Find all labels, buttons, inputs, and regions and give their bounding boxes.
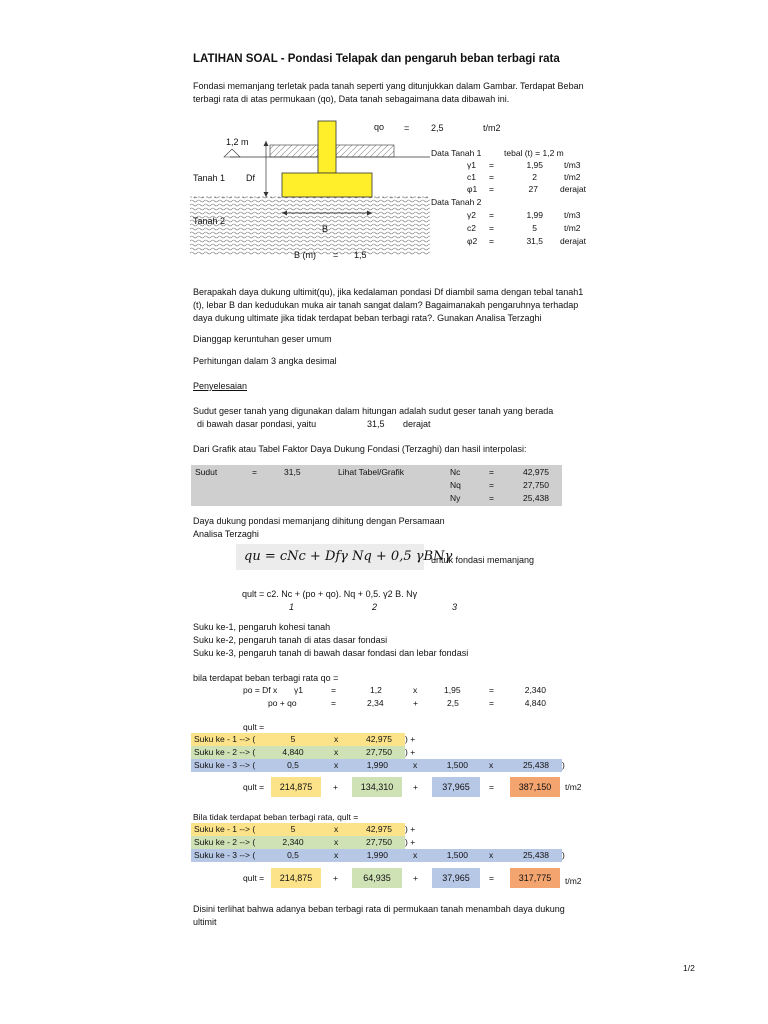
calc2-row1-end: ) + <box>405 824 416 834</box>
calc1-row3-c: 1,500 <box>446 760 468 770</box>
po-times: x <box>413 685 418 695</box>
calc1-term2-box: 134,310 <box>352 777 402 797</box>
soil1-c-value: 2 <box>532 172 537 182</box>
soil2-gamma-unit: t/m3 <box>564 210 581 220</box>
term-number-2: 2 <box>372 602 378 612</box>
footing-base <box>282 173 372 197</box>
calc2-row3-label: Suku ke - 3 --> ( <box>194 850 256 860</box>
calc1-term1-box: 214,875 <box>271 777 321 797</box>
calc1-plus1: + <box>333 782 338 792</box>
soil2-phi-value: 31,5 <box>526 236 543 246</box>
page-number: 1/2 <box>683 963 695 973</box>
soil1-phi-eq: = <box>489 184 494 194</box>
factor-angle-value: 31,5 <box>284 467 301 477</box>
surface-load-left <box>270 145 318 157</box>
calc2-row2-a: 2,340 <box>282 837 304 847</box>
term-number-3: 3 <box>452 602 458 612</box>
intro-line-1: Fondasi memanjang terletak pada tanah seperti yang ditunjukkan dalam Gambar. Terdapat Beban <box>193 81 584 91</box>
table-intro: Dari Grafik atau Tabel Faktor Daya Dukung Fondasi (Terzaghi) dan hasil interpolasi: <box>193 444 527 454</box>
calc2-row1-b: 42,975 <box>366 824 392 834</box>
calc1-unit: t/m2 <box>565 782 582 792</box>
calc1-row3-b: 1,990 <box>366 760 388 770</box>
calc1-result-label: qult = <box>243 782 265 792</box>
factor-nc-eq: = <box>489 467 494 477</box>
soil-layer-2 <box>190 197 430 255</box>
calc2-row3-c: 1,500 <box>446 850 468 860</box>
load-case-heading: bila terdapat beban terbagi rata qo = <box>193 673 339 683</box>
po-df: 1,2 <box>370 685 382 695</box>
tanah1-label: Tanah 1 <box>193 173 226 183</box>
page-title: LATIHAN SOAL - Pondasi Telapak dan pengaruh beban terbagi rata <box>193 53 560 65</box>
po-eq: = <box>331 685 336 695</box>
calc1-row1-x: x <box>334 734 339 744</box>
qult-expression: qult = c2. Nc + (po + qo). Nq + 0,5. γ2 B. Nγ <box>242 589 418 599</box>
factor-ny-name: Ny <box>450 493 461 503</box>
qo-label: qo <box>374 122 385 132</box>
b-equation-equals: = <box>333 250 339 260</box>
terzaghi-formula: qu = cNc + Dfγ Nq + 0,5 γBNγ <box>244 549 453 564</box>
soil2-c-unit: t/m2 <box>564 223 581 233</box>
soil2-phi-eq: = <box>489 236 494 246</box>
calc1-term3-box: 37,965 <box>432 777 480 797</box>
calc1-row2-a: 4,840 <box>282 747 304 757</box>
calc1-row3-a: 0,5 <box>287 760 299 770</box>
calc1-row3-end: ) <box>562 760 565 770</box>
question-line-2: (t), lebar B dan kedudukan muka air tanah sangat dalam? Bagaimanakah pengaruhnya terhadap <box>193 300 579 310</box>
calc2-row2-x: x <box>334 837 339 847</box>
soil1-c-sym: c1 <box>467 172 476 182</box>
data-tanah-2-title: Data Tanah 2 <box>431 197 482 207</box>
friction-line-2: di bawah dasar pondasi, yaitu <box>197 419 317 429</box>
factor-angle-label: Sudut <box>195 467 218 477</box>
tanah2-label: Tanah 2 <box>193 216 226 226</box>
calc2-row3-x: x <box>334 850 339 860</box>
calc2-row3-b: 1,990 <box>366 850 388 860</box>
soil2-gamma-eq: = <box>489 210 494 220</box>
assumption-text: Dianggap keruntuhan geser umum <box>193 334 332 344</box>
friction-value: 31,5 <box>367 419 385 429</box>
calc2-heading: Bila tidak terdapat beban terbagi rata, qult = <box>193 812 359 822</box>
calc1-row2-x: x <box>334 747 339 757</box>
calc2-row2-b: 27,750 <box>366 837 392 847</box>
qo-value: 2,5 <box>431 123 444 133</box>
calc1-row3-x: x <box>334 760 339 770</box>
calc2-term1-box: 214,875 <box>271 868 321 888</box>
po-qo-result: 4,840 <box>524 698 546 708</box>
soil2-c-value: 5 <box>532 223 537 233</box>
po-qo-qo: 2,5 <box>447 698 459 708</box>
b-equation-label: B (m) <box>294 250 316 260</box>
question-line-3: daya dukung ultimate jika tidak terdapat beban terbagi rata?. Gunakan Analisa Terzaghi <box>193 313 542 323</box>
soil1-c-eq: = <box>489 172 494 182</box>
question-line-1: Berapakah daya dukung ultimit(qu), jika kedalaman pondasi Df diambil sama dengan tebal tanah1 <box>193 287 584 297</box>
width-label: B <box>322 224 329 234</box>
calc2-row1-x: x <box>334 824 339 834</box>
soil1-phi-unit: derajat <box>560 184 586 194</box>
po-qo-po: 2,34 <box>367 698 384 708</box>
soil2-c-eq: = <box>489 223 494 233</box>
calc1-row1-b: 42,975 <box>366 734 392 744</box>
calc1-row1-end: ) + <box>405 734 416 744</box>
capacity-line-2: Analisa Terzaghi <box>193 529 259 539</box>
calc2-term3-box: 37,965 <box>432 868 480 888</box>
data-tanah-1-title: Data Tanah 1 <box>431 148 482 158</box>
po-gamma: γ1 <box>294 685 303 695</box>
term-description-1: Suku ke-1, pengaruh kohesi tanah <box>193 622 331 632</box>
calc1-row1-label: Suku ke - 1 --> ( <box>194 734 256 744</box>
qo-equals: = <box>404 123 410 133</box>
calc2-plus1: + <box>333 873 338 883</box>
footing-column <box>318 121 336 173</box>
friction-line-1: Sudut geser tanah yang digunakan dalam hitungan adalah sudut geser tanah yang berada <box>193 406 554 416</box>
conclusion-line-1: Disini terlihat bahwa adanya beban terbagi rata di permukaan tanah menambah daya dukung <box>193 904 565 914</box>
po-unit-weight: 1,95 <box>444 685 461 695</box>
factor-nq-eq: = <box>489 480 494 490</box>
capacity-line-1: Daya dukung pondasi memanjang dihitung dengan Persamaan <box>193 516 445 526</box>
calc2-row3-x3: x <box>489 850 494 860</box>
soil1-gamma-unit: t/m3 <box>564 160 581 170</box>
factor-nc-name: Nc <box>450 467 461 477</box>
term-description-3: Suku ke-3, pengaruh tanah di bawah dasar fondasi dan lebar fondasi <box>193 648 469 658</box>
factor-nq-name: Nq <box>450 480 461 490</box>
factor-ny-value: 25,438 <box>523 493 549 503</box>
calc2-row3-a: 0,5 <box>287 850 299 860</box>
factor-lookup-label: Lihat Tabel/Grafik <box>338 467 404 477</box>
soil2-phi-unit: derajat <box>560 236 586 246</box>
factor-nc-value: 42,975 <box>523 467 549 477</box>
calc2-result-label: qult = <box>243 873 265 883</box>
factor-ny-eq: = <box>489 493 494 503</box>
soil1-gamma-eq: = <box>489 160 494 170</box>
calc2-eq: = <box>489 873 494 883</box>
po-qo-label: po + qo <box>268 698 297 708</box>
calc2-unit: t/m2 <box>565 876 582 886</box>
calc1-row3-label: Suku ke - 3 --> ( <box>194 760 256 770</box>
soil2-c-sym: c2 <box>467 223 476 233</box>
term-description-2: Suku ke-2, pengaruh tanah di atas dasar fondasi <box>193 635 388 645</box>
surface-marker <box>224 149 240 157</box>
depth-label: 1,2 m <box>226 137 249 147</box>
term-number-1: 1 <box>289 602 295 612</box>
calc2-row1-label: Suku ke - 1 --> ( <box>194 824 256 834</box>
calc1-eq: = <box>489 782 494 792</box>
soil1-phi-sym: φ1 <box>467 184 478 194</box>
surface-load-right <box>336 145 394 157</box>
calc1-total-box: 387,150 <box>510 777 560 797</box>
calc1-qult-label: qult = <box>243 722 265 732</box>
factor-angle-eq: = <box>252 467 257 477</box>
po-result: 2,340 <box>524 685 546 695</box>
calc2-row3-d: 25,438 <box>523 850 549 860</box>
calc1-row2-b: 27,750 <box>366 747 392 757</box>
calc2-row1-a: 5 <box>290 824 296 834</box>
data-tanah-1-thickness: tebal (t) = 1,2 m <box>504 148 564 158</box>
soil1-phi-value: 27 <box>528 184 538 194</box>
soil2-gamma-sym: γ2 <box>467 210 476 220</box>
b-equation-value: 1,5 <box>354 250 367 260</box>
po-eq2: = <box>489 685 494 695</box>
calc1-row3-d: 25,438 <box>523 760 549 770</box>
calc2-row3-x2: x <box>413 850 418 860</box>
df-label: Df <box>246 173 255 183</box>
soil2-phi-sym: φ2 <box>467 236 478 246</box>
intro-line-2: terbagi rata di atas permukaan (qo), Data tanah sebagaimana data dibawah ini. <box>193 94 510 104</box>
qo-unit: t/m2 <box>483 123 501 133</box>
calc1-plus2: + <box>413 782 418 792</box>
po-formula: po = Df x <box>243 685 278 695</box>
soil1-c-unit: t/m2 <box>564 172 581 182</box>
soil2-gamma-value: 1,99 <box>526 210 543 220</box>
calc2-row2-end: ) + <box>405 837 416 847</box>
soil1-gamma-sym: γ1 <box>467 160 476 170</box>
calc1-row3-x3: x <box>489 760 494 770</box>
calc2-row2-label: Suku ke - 2 --> ( <box>194 837 256 847</box>
calc2-row3-end: ) <box>562 850 565 860</box>
factor-nq-value: 27,750 <box>523 480 549 490</box>
calc1-row1-a: 5 <box>290 734 296 744</box>
calc1-row2-end: ) + <box>405 747 416 757</box>
po-qo-eq: = <box>331 698 336 708</box>
calc1-row2-label: Suku ke - 2 --> ( <box>194 747 256 757</box>
po-qo-eq2: = <box>489 698 494 708</box>
solution-heading: Penyelesaian <box>193 381 248 391</box>
precision-text: Perhitungan dalam 3 angka desimal <box>193 356 337 366</box>
calc1-row3-x2: x <box>413 760 418 770</box>
formula-note: untuk fondasi memanjang <box>431 555 535 565</box>
calc2-term2-box: 64,935 <box>352 868 402 888</box>
calc2-total-box: 317,775 <box>510 868 560 888</box>
friction-unit: derajat <box>403 419 431 429</box>
conclusion-line-2: ultimit <box>193 917 217 927</box>
calc2-plus2: + <box>413 873 418 883</box>
soil1-gamma-value: 1,95 <box>526 160 543 170</box>
po-qo-plus: + <box>413 698 418 708</box>
